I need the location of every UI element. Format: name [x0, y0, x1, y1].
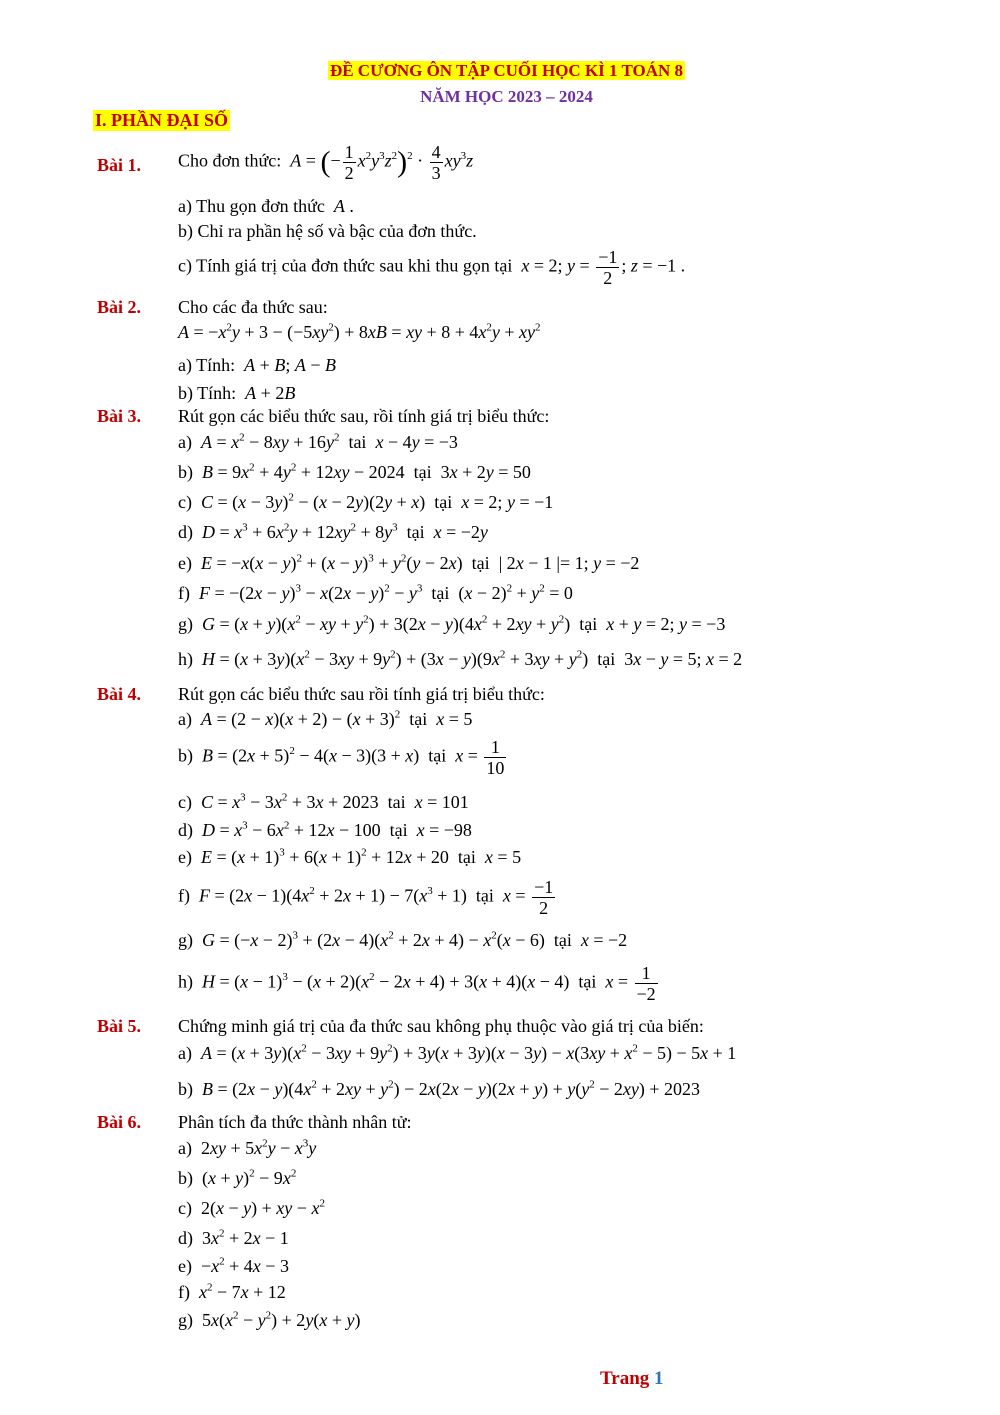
exercise-6f: f) $x^2 - 7x + 12$ [178, 1281, 286, 1302]
exercise-6d: d) $3x^2 + 2x - 1$ [178, 1227, 289, 1248]
exercise-2a: a) Tính: A + B; A − B [178, 355, 336, 375]
exercise-3b: b) $B = 9x^2 + 4y^2 + 12xy - 2024$ tại 3x + 2y = 50 [178, 461, 531, 482]
exercise-1-label: Bài 1. [97, 155, 142, 175]
exercise-3-label: Bài 3. [97, 406, 142, 426]
exercise-3c: c) $C = (x - 3y)^2 - (x - 2y)(2y + x)$ tại x = 2; y = −1 [178, 491, 554, 512]
exercise-2-label: Bài 2. [97, 297, 142, 317]
exercise-5b: b) $B = (2x - y)(4x^2 + 2xy + y^2) - 2x(2x - y)(2x + y) + y(y^2 - 2xy) + 2023$ [178, 1078, 701, 1099]
exercise-6a: a) $2xy + 5x^2y - x^3y$ [178, 1137, 317, 1158]
page-footer: Trang 1 [600, 1368, 664, 1389]
exercise-3h: h) $H = (x + 3y)(x^2 - 3xy + 9y^2) + (3x - y)(9x^2 + 3xy + y^2)$ tại 3x − y = 5; x = 2 [178, 648, 743, 669]
exercise-3e: e) $E = -x(x - y)^2 + (x - y)^3 + y^2(y - 2x)$ tại | 2x − 1 |= 1; y = −2 [178, 552, 640, 573]
exercise-4c: c) $C = x^3 - 3x^2 + 3x + 2023$ tai x = 101 [178, 791, 469, 812]
exercise-4g: g) $G = (-x - 2)^3 + (2x - 4)(x^2 + 2x + 4) - x^2(x - 6)$ tại x = −2 [178, 929, 628, 950]
exercise-2-polynomials: $A = -x^2y + 3 - (-5xy^2) + 8xB$ = xy + $8 + 4x^2y + xy^2$ [178, 321, 541, 342]
section-heading: I. PHẦN ĐẠI SỐ [95, 110, 229, 130]
exercise-2-intro: Cho các đa thức sau: [178, 297, 328, 317]
exercise-1c: c) Tính giá trị của đơn thức sau khi thu gọn tại x = 2; y = $\frac{-1}{2}$ ; z = −1 . [178, 247, 686, 288]
exercise-5a: a) $A = (x + 3y)(x^2 - 3xy + 9y^2) + 3y(x + 3y)(x - 3y) - x(3xy + x^2 - 5) - 5x + 1$ [178, 1042, 737, 1063]
exercise-3d: d) $D = x^3 + 6x^2y + 12xy^2 + 8y^3$ tại x = −2y [178, 521, 488, 542]
exercise-4h: h) $H = (x - 1)^3 - (x + 2)(x^2 - 2x + 4) + 3(x + 4)(x - 4)$ tại x = $\frac{1}{-2}$ [178, 963, 656, 1004]
exercise-3f: f) $F = -(2x - y)^3 - x(2x - y)^2 - y^3$ tại $(x - 2)^2 + y^2 = 0$ [178, 582, 573, 603]
exercise-1b: b) Chỉ ra phần hệ số và bậc của đơn thức. [178, 221, 477, 241]
school-year: NĂM HỌC 2023 – 2024 [420, 87, 593, 106]
exercise-6b: b) $(x + y)^2 - 9x^2$ [178, 1167, 297, 1188]
exercise-4a: a) $A = (2 - x)(x + 2) - (x + 3)^2$ tại x = 5 [178, 708, 473, 729]
exercise-2b: b) Tính: A + 2B [178, 383, 296, 403]
exercise-3a: a) $A = x^2 - 8xy + 16y^2$ tai x − 4y = −3 [178, 431, 458, 452]
exercise-4-intro: Rút gọn các biểu thức sau rồi tính giá trị biểu thức: [178, 684, 545, 704]
exercise-3g: g) $G = (x + y)(x^2$ − xy + $y^2) + 3(2x - y)(4x^2 + 2xy + y^2)$ tại x + y = 2; y = −3 [178, 613, 726, 634]
exercise-1a: a) Thu gọn đơn thức A . [178, 196, 354, 216]
exercise-5-label: Bài 5. [97, 1016, 142, 1036]
exercise-4f: f) $F = (2x - 1)(4x^2 + 2x + 1) - 7(x^3 + 1)$ tại x = $\frac{-1}{2}$ [178, 877, 554, 918]
exercise-4b: b) $B = (2x + 5)^2 - 4(x - 3)(3 + x)$ tại x = $\frac{1}{10}$ [178, 737, 505, 778]
exercise-3-intro: Rút gọn các biểu thức sau, rồi tính giá trị biểu thức: [178, 406, 550, 426]
exercise-4-label: Bài 4. [97, 684, 142, 704]
exercise-6-intro: Phân tích đa thức thành nhân tử: [178, 1112, 412, 1132]
exercise-4d: d) $D = x^3 - 6x^2 + 12x - 100$ tại x = −98 [178, 819, 472, 840]
exercise-6c: c) 2(x − y) + xy − $x^2$ [178, 1197, 325, 1218]
document-title: ĐỀ CƯƠNG ÔN TẬP CUỐI HỌC KÌ 1 TOÁN 8 [329, 61, 684, 80]
exercise-4e: e) $E = (x + 1)^3 + 6(x + 1)^2 + 12x + 20$ tại x = 5 [178, 846, 522, 867]
exercise-1-intro: Cho đơn thức: A = (− $\frac{1}{2}$ $x^2y^3z^2)^2$ · $\frac{4}{3}$ $xy^3z$ [178, 142, 474, 183]
exercise-6-label: Bài 6. [97, 1112, 142, 1132]
exercise-5-intro: Chứng minh giá trị của đa thức sau không phụ thuộc vào giá trị của biến: [178, 1016, 704, 1036]
exercise-6e: $e) -x^2 + 4x - 3$ [178, 1255, 289, 1276]
exercise-6g: g) $5x(x^2 - y^2) + 2y(x + y)$ [178, 1309, 361, 1330]
page-number: 1 [654, 1368, 664, 1389]
